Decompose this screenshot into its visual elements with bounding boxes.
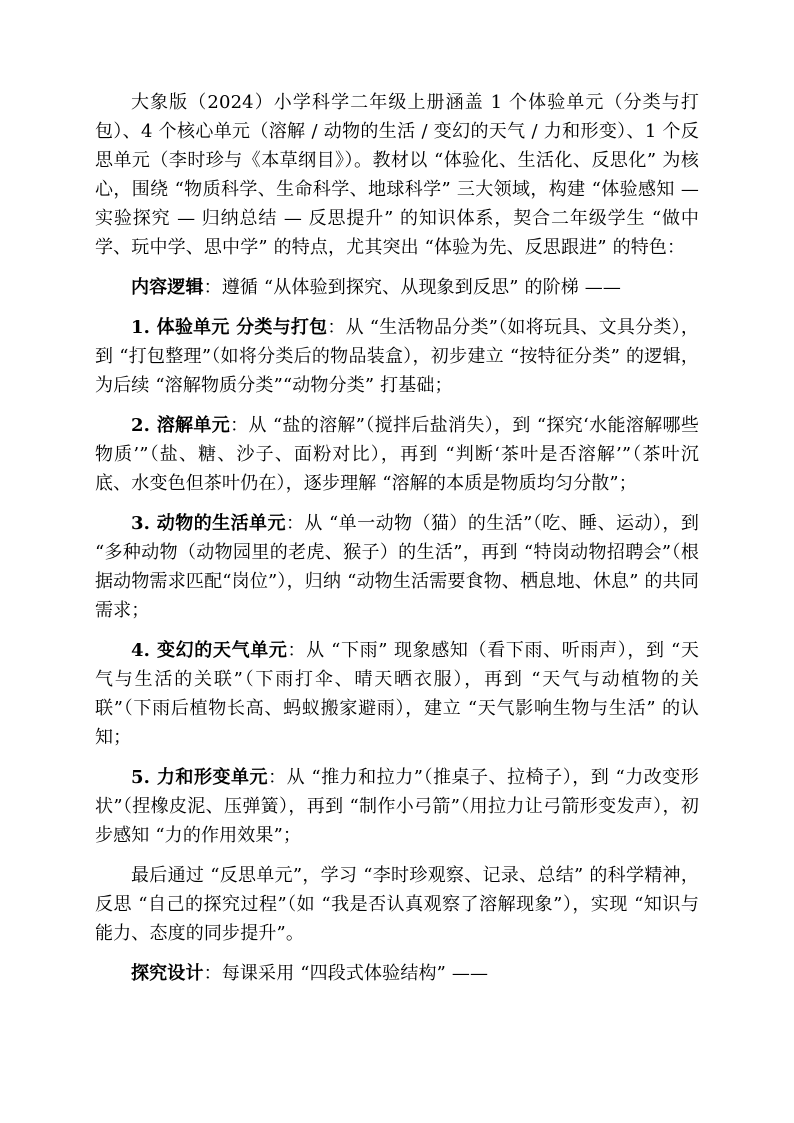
unit-1-text: ：从 “生活物品分类”（如将玩具、文具分类），到 “打包整理”（如将分类后的物品装盒），初步建立 “按特征分类” 的逻辑，为后续 “溶解物质分类”“动物分类” 打基础； bbox=[95, 317, 699, 396]
closing-paragraph: 最后通过 “反思单元”，学习 “李时珍观察、记录、总结” 的科学精神，反思 “自己的探究过程”（如 “我是否认真观察了溶解现象”），实现 “知识与能力、态度的同步提升”。 bbox=[95, 865, 699, 944]
design-paragraph bbox=[95, 959, 699, 988]
content-logic-label: 内容逻辑 bbox=[131, 277, 204, 298]
unit-3-paragraph bbox=[95, 509, 699, 625]
unit-2-text: ：从 “盐的溶解”（搅拌后盐消失），到 “探究‘水能溶解哪些物质’”（盐、糖、沙子、面粉对比），再到 “判断‘茶叶是否溶解’”（茶叶沉底、水变色但茶叶仍在），逐步理解 “溶解的本质是物质均匀分散”； bbox=[95, 415, 699, 494]
unit-5-label: 5. 力和形变单元 bbox=[131, 767, 269, 788]
design-text: ：每课采用 “四段式体验结构” —— bbox=[203, 963, 489, 984]
unit-3-text: ：从 “单一动物（猫）的生活”（吃、睡、运动），到 “多种动物（动物园里的老虎、猴子）的生活”，再到 “特岗动物招聘会”（根据动物需求匹配“岗位”），归纳 “动物生活需要食物、栖息地、休息” 的共同需求； bbox=[95, 513, 699, 621]
design-label: 探究设计 bbox=[131, 963, 204, 984]
unit-2-paragraph bbox=[95, 411, 699, 498]
unit-3-label: 3. 动物的生活单元 bbox=[131, 513, 286, 534]
unit-4-paragraph bbox=[95, 636, 699, 752]
intro-paragraph: 大象版（2024）小学科学二年级上册涵盖 1 个体验单元（分类与打包）、4 个核心单元（溶解 / 动物的生活 / 变幻的天气 / 力和形变）、1 个反思单元（李时珍与《本草纲目》）。教材以 “体验化、生活化、反思化” 为核心，围绕 “物质科学、生命科学、地球科学” 三大领域，构建 “体验感知 — 实验探究 — 归纳总结 — 反思提升” 的知识体系，契合二年级学生 “做中学、玩中学、思中学” 的特点，尤其突出 “体验为先、反思跟进” 的特色： bbox=[95, 92, 699, 258]
unit-4-label: 4. 变幻的天气单元 bbox=[131, 640, 288, 661]
content-logic-paragraph bbox=[95, 273, 699, 302]
unit-2-label: 2. 溶解单元 bbox=[131, 415, 231, 436]
content-logic-text: ：遵循 “从体验到探究、从现象到反思” 的阶梯 —— bbox=[203, 277, 622, 298]
unit-1-paragraph bbox=[95, 313, 699, 400]
unit-5-text: ：从 “推力和拉力”（推桌子、拉椅子），到 “力改变形状”（捏橡皮泥、压弹簧），再到 “制作小弓箭”（用拉力让弓箭形变发声），初步感知 “力的作用效果”； bbox=[95, 767, 699, 846]
unit-1-label: 1. 体验单元 分类与打包 bbox=[131, 317, 328, 338]
unit-4-text: ：从 “下雨” 现象感知（看下雨、听雨声），到 “天气与生活的关联”（下雨打伞、晴天晒衣服），再到 “天气与动植物的关联”（下雨后植物长高、蚂蚁搬家避雨），建立 “天气影响生物与生活” 的认知； bbox=[95, 640, 699, 748]
document-page bbox=[95, 88, 699, 999]
unit-5-paragraph bbox=[95, 763, 699, 850]
